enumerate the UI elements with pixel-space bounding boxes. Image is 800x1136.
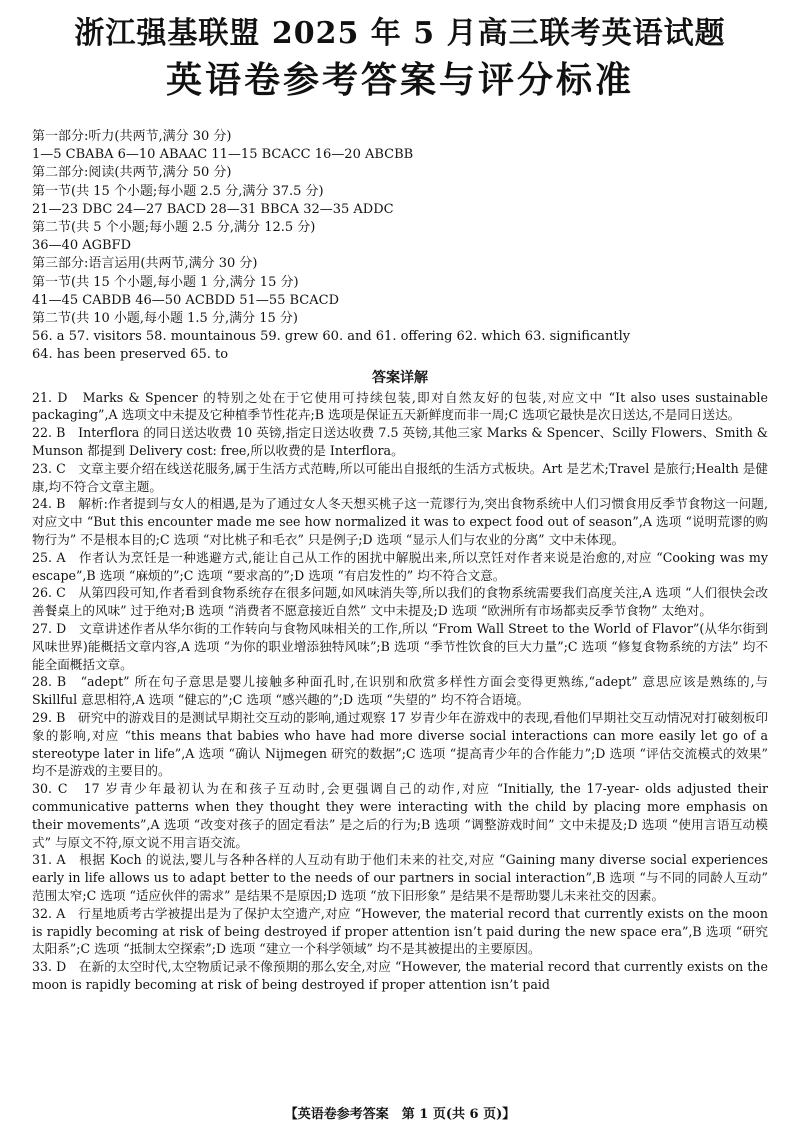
answer-line: 56. a 57. visitors 58. mountainous 59. grew 60. and 61. offering 62. which 63. significantly [32, 329, 631, 345]
answer-line: 41—45 CABDB 46—50 ACBDD 51—55 BCACD [32, 292, 340, 308]
section-heading: 第一节(共 15 个小题;每小题 2.5 分,满分 37.5 分) [32, 183, 324, 199]
explanation-item: 31. A 根据 Koch 的说法,婴儿与各种各样的人互动有助于他们未来的社交,对应 “Gaining many diverse social experiences early in life allows us to adapt better to the needs of our partners in social interaction”,B 选项 “与不同的同龄人互动” 范围太窄;C 选项 “适应伙伴的需求” 是结果不是原因;D 选项 “放下旧形象” 是结果不是帮助婴儿未来社交的因素。 [32, 852, 768, 903]
answer-line: 1—5 CBABA 6—10 ABAAC 11—15 BCACC 16—20 ABCBB [32, 147, 414, 163]
explanation-item: 29. B 研究中的游戏目的是测试早期社交互动的影响,通过观察 17 岁青少年在游戏中的表现,看他们早期社交互动情况对打破刻板印象的影响,对应 “this means that babies who have had more diverse social interactions can more easily let go of a stereotype later in life”,A 选项 “确认 Nijmegen 研究的数据”;C 选项 “提高青少年的合作能力”;D 选项 “评估交流模式的效果” 均不是游戏的主要目的。 [32, 709, 768, 779]
explanation-item: 32. A 行星地质考古学被提出是为了保护太空遗产,对应 “However, the material record that currently exists on the moon is rapidly becoming at risk of being destroyed if proper attention isn’t paid during the new space era”,B 选项 “研究太阳系”;C 选项 “抵制太空探索”;D 选项 “建立一个科学领域” 均不是其被提出的主要原因。 [32, 905, 768, 957]
answer-line: 21—23 DBC 24—27 BACD 28—31 BBCA 32—35 ADDC [32, 201, 394, 217]
explanation-section [32, 389, 768, 994]
section-heading: 第二节(共 5 个小题;每小题 2.5 分,满分 12.5 分) [32, 220, 316, 236]
answer-key-subtitle: 英语卷参考答案与评分标准 [165, 59, 634, 101]
explanation-item: 24. B 解析:作者提到与女人的相遇,是为了通过女人冬天想买桃子这一荒谬行为,突出食物系统中人们习惯食用反季节食物这一问题,对应文中 “But this encounter made me see how normalized it was to expect food out of season”,A 选项 “说明荒谬的购物行为” 不是根本目的;C 选项 “对比桃子和毛衣” 只是例子;D 选项 “显示人们与农业的分离” 文中未体现。 [32, 496, 768, 548]
explanation-item: 22. B Interflora 的同日送达收费 10 英镑,指定日送达收费 7.5 英镑,其他三家 Marks & Spencer、Scilly Flowers、Smith & Munson 都提到 Delivery cost: free,所以收费的是 Interflora。 [32, 425, 768, 459]
answer-line: 36—40 AGBFD [32, 238, 131, 254]
detail-section-title: 答案详解 [372, 369, 428, 386]
section-heading: 第三部分:语言运用(共两节,满分 30 分) [32, 256, 258, 272]
explanation-item: 25. A 作者认为烹饪是一种逃避方式,能让自己从工作的困扰中解脱出来,所以烹饪对作者来说是治愈的,对应 “Cooking was my escape”,B 选项 “麻烦的”;C 选项 “要求高的”;D 选项 “有启发性的” 均不符合文意。 [32, 549, 768, 583]
section-heading: 第一节(共 15 个小题,每小题 1 分,满分 15 分) [32, 274, 299, 290]
explanation-item: 30. C 17 岁青少年最初认为在和孩子互动时,会更强调自己的动作,对应 “Initially, the 17-year- olds adjusted their communicative patterns when they thought they were interacting with the child by placing more emphasis on their movements”,A 选项 “改变对孩子的固定看法” 是之后的行为;B 选项 “调整游戏时间” 文中未提及;D 选项 “使用言语互动模式” 与原文不符,原文说不用言语交流。 [32, 781, 768, 850]
answer-line: 64. has been preserved 65. to [32, 347, 229, 363]
section-heading: 第二部分:阅读(共两节,满分 50 分) [32, 165, 232, 181]
explanation-item: 33. D 在新的太空时代,太空物质记录不像预期的那么安全,对应 “However, the material record that currently exists on the moon is rapidly becoming at risk of being destroyed if proper attention isn’t paid [32, 959, 768, 992]
explanation-item: 27. D 文章讲述作者从华尔街的工作转向与食物风味相关的工作,所以 “From Wall Street to the World of Flavor”(从华尔街到风味世界)能概括文章内容,A 选项 “为你的职业增添独特风味”;B 选项 “季节性饮食的巨大力量”;C 选项 “修复食物系统的方法” 均不能全面概括文章。 [32, 621, 768, 672]
answer-section [32, 128, 768, 365]
explanation-item: 26. C 从第四段可知,作者看到食物系统存在很多问题,如风味消失等,所以我们的食物系统需要我们高度关注,A 选项 “人们很快会改善餐桌上的风味” 过于绝对;B 选项 “消费者不愿意接近自然” 文中未提及;D 选项 “欧洲所有市场都卖反季节食物” 太绝对。 [32, 585, 768, 619]
section-heading: 第二节(共 10 小题,每小题 1.5 分,满分 15 分) [32, 311, 298, 327]
exam-title: 浙江强基联盟 2025 年 5 月高三联考英语试题 [74, 16, 726, 51]
explanation-item: 23. C 文章主要介绍在线送花服务,属于生活方式范畴,所以可能出自报纸的生活方式板块。Art 是艺术;Travel 是旅行;Health 是健康,均不符合文章主题。 [32, 460, 768, 494]
section-heading: 第一部分:听力(共两节,满分 30 分) [32, 129, 232, 144]
page-footer: 【英语卷参考答案 第 1 页(共 6 页)】 [284, 1107, 516, 1122]
explanation-item: 21. D Marks & Spencer 的特别之处在于它使用可持续包装,即对自然友好的包装,对应文中 “It also uses sustainable packaging”,A 选项文中未提及它种植季节性花卉;B 选项是保证五天新鲜度而非一周;C 选项它最快是次日送达,不是同日送达。 [32, 389, 768, 423]
explanation-item: 28. B “adept” 所在句子意思是婴儿接触多种面孔时,在识别和欣赏多样性方面会变得更熟练,“adept” 意思应该是熟练的,与 Skillful 意思相符,A 选项 “健忘的”;C 选项 “感兴趣的”;D 选项 “失望的” 均不符合语境。 [32, 674, 768, 708]
